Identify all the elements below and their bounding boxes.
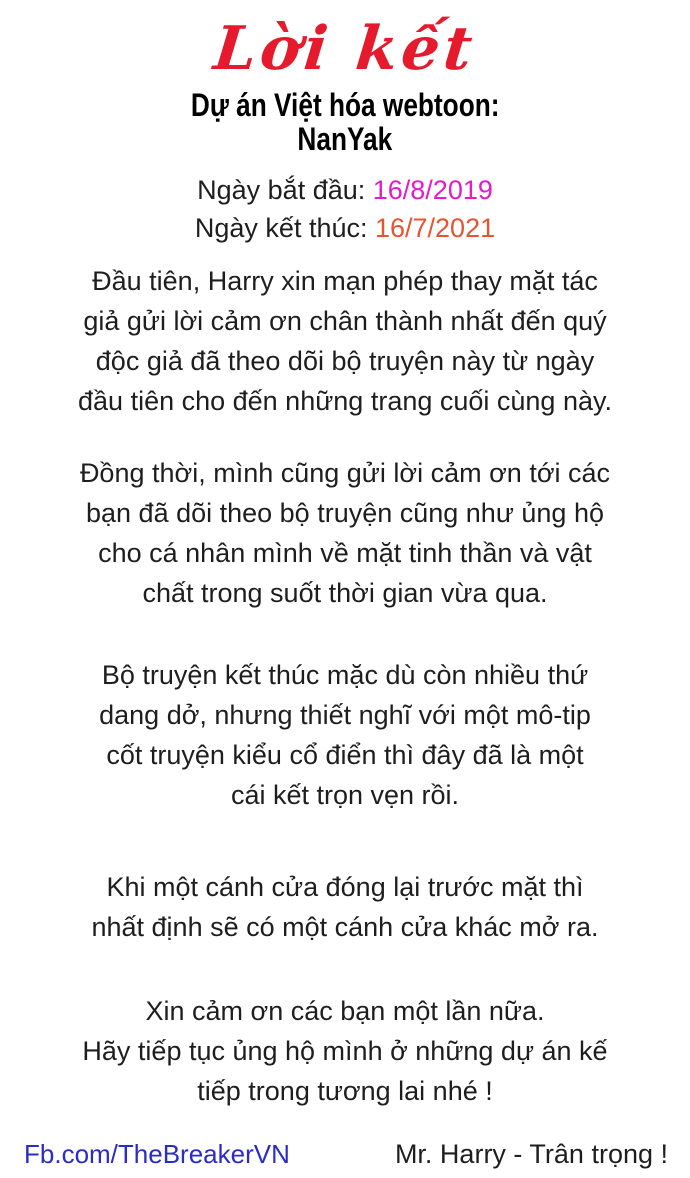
page-title: Lời kết bbox=[210, 14, 480, 84]
project-heading bbox=[0, 88, 690, 156]
footer bbox=[0, 1139, 690, 1170]
paragraph-line: đầu tiên cho đến những trang cuối cùng này. bbox=[78, 386, 612, 416]
paragraph-line: Bộ truyện kết thúc mặc dù còn nhiều thứ bbox=[101, 660, 589, 690]
paragraph-thanks-readers bbox=[0, 261, 690, 421]
paragraph-line: Đồng thời, mình cũng gửi lời cảm ơn tới các bbox=[79, 458, 611, 488]
paragraph-thanks-supporters bbox=[0, 453, 690, 613]
paragraph-line: Khi một cánh cửa đóng lại trước mặt thì bbox=[106, 872, 584, 902]
paragraph-story-ending bbox=[0, 655, 690, 815]
paragraph-door-quote bbox=[0, 867, 690, 947]
project-label: Dự án Việt hóa webtoon: bbox=[190, 87, 500, 123]
paragraph-line: bạn đã dõi theo bộ truyện cũng như ủng hộ bbox=[86, 498, 604, 528]
paragraph-line: Đầu tiên, Harry xin mạn phép thay mặt tác bbox=[92, 266, 598, 296]
project-name: NanYak bbox=[297, 121, 393, 157]
paragraph-line: cốt truyện kiểu cổ điển thì đây đã là một bbox=[106, 740, 584, 770]
start-date-label: Ngày bắt đầu: bbox=[197, 175, 373, 205]
dates-block bbox=[0, 171, 690, 247]
paragraph-line: dang dở, nhưng thiết nghĩ với một mô-tip bbox=[99, 700, 591, 730]
start-date-value: 16/8/2019 bbox=[372, 175, 493, 205]
translator-signature: Mr. Harry - Trân trọng ! bbox=[394, 1139, 668, 1169]
paragraph-line: nhất định sẽ có một cánh cửa khác mở ra. bbox=[91, 912, 599, 942]
paragraph-line: tiếp trong tương lai nhé ! bbox=[197, 1076, 493, 1106]
paragraph-farewell bbox=[0, 991, 690, 1111]
facebook-link: Fb.com/TheBreakerVN bbox=[24, 1139, 290, 1169]
end-date-label: Ngày kết thúc: bbox=[194, 213, 375, 243]
paragraph-line: cho cá nhân mình về mặt tinh thần và vật bbox=[98, 538, 592, 568]
end-date-value: 16/7/2021 bbox=[374, 213, 496, 243]
paragraph-line: cái kết trọn vẹn rồi. bbox=[230, 780, 460, 810]
paragraph-line: giả gửi lời cảm ơn chân thành nhất đến quý bbox=[83, 306, 607, 336]
paragraph-line: chất trong suốt thời gian vừa qua. bbox=[142, 578, 548, 608]
start-date-line bbox=[0, 171, 690, 209]
paragraph-line: Xin cảm ơn các bạn một lần nữa. bbox=[145, 996, 545, 1026]
end-date-line bbox=[0, 209, 690, 247]
paragraph-line: Hãy tiếp tục ủng hộ mình ở những dự án kế bbox=[82, 1036, 608, 1066]
paragraph-line: độc giả đã theo dõi bộ truyện này từ ngày bbox=[95, 346, 595, 376]
